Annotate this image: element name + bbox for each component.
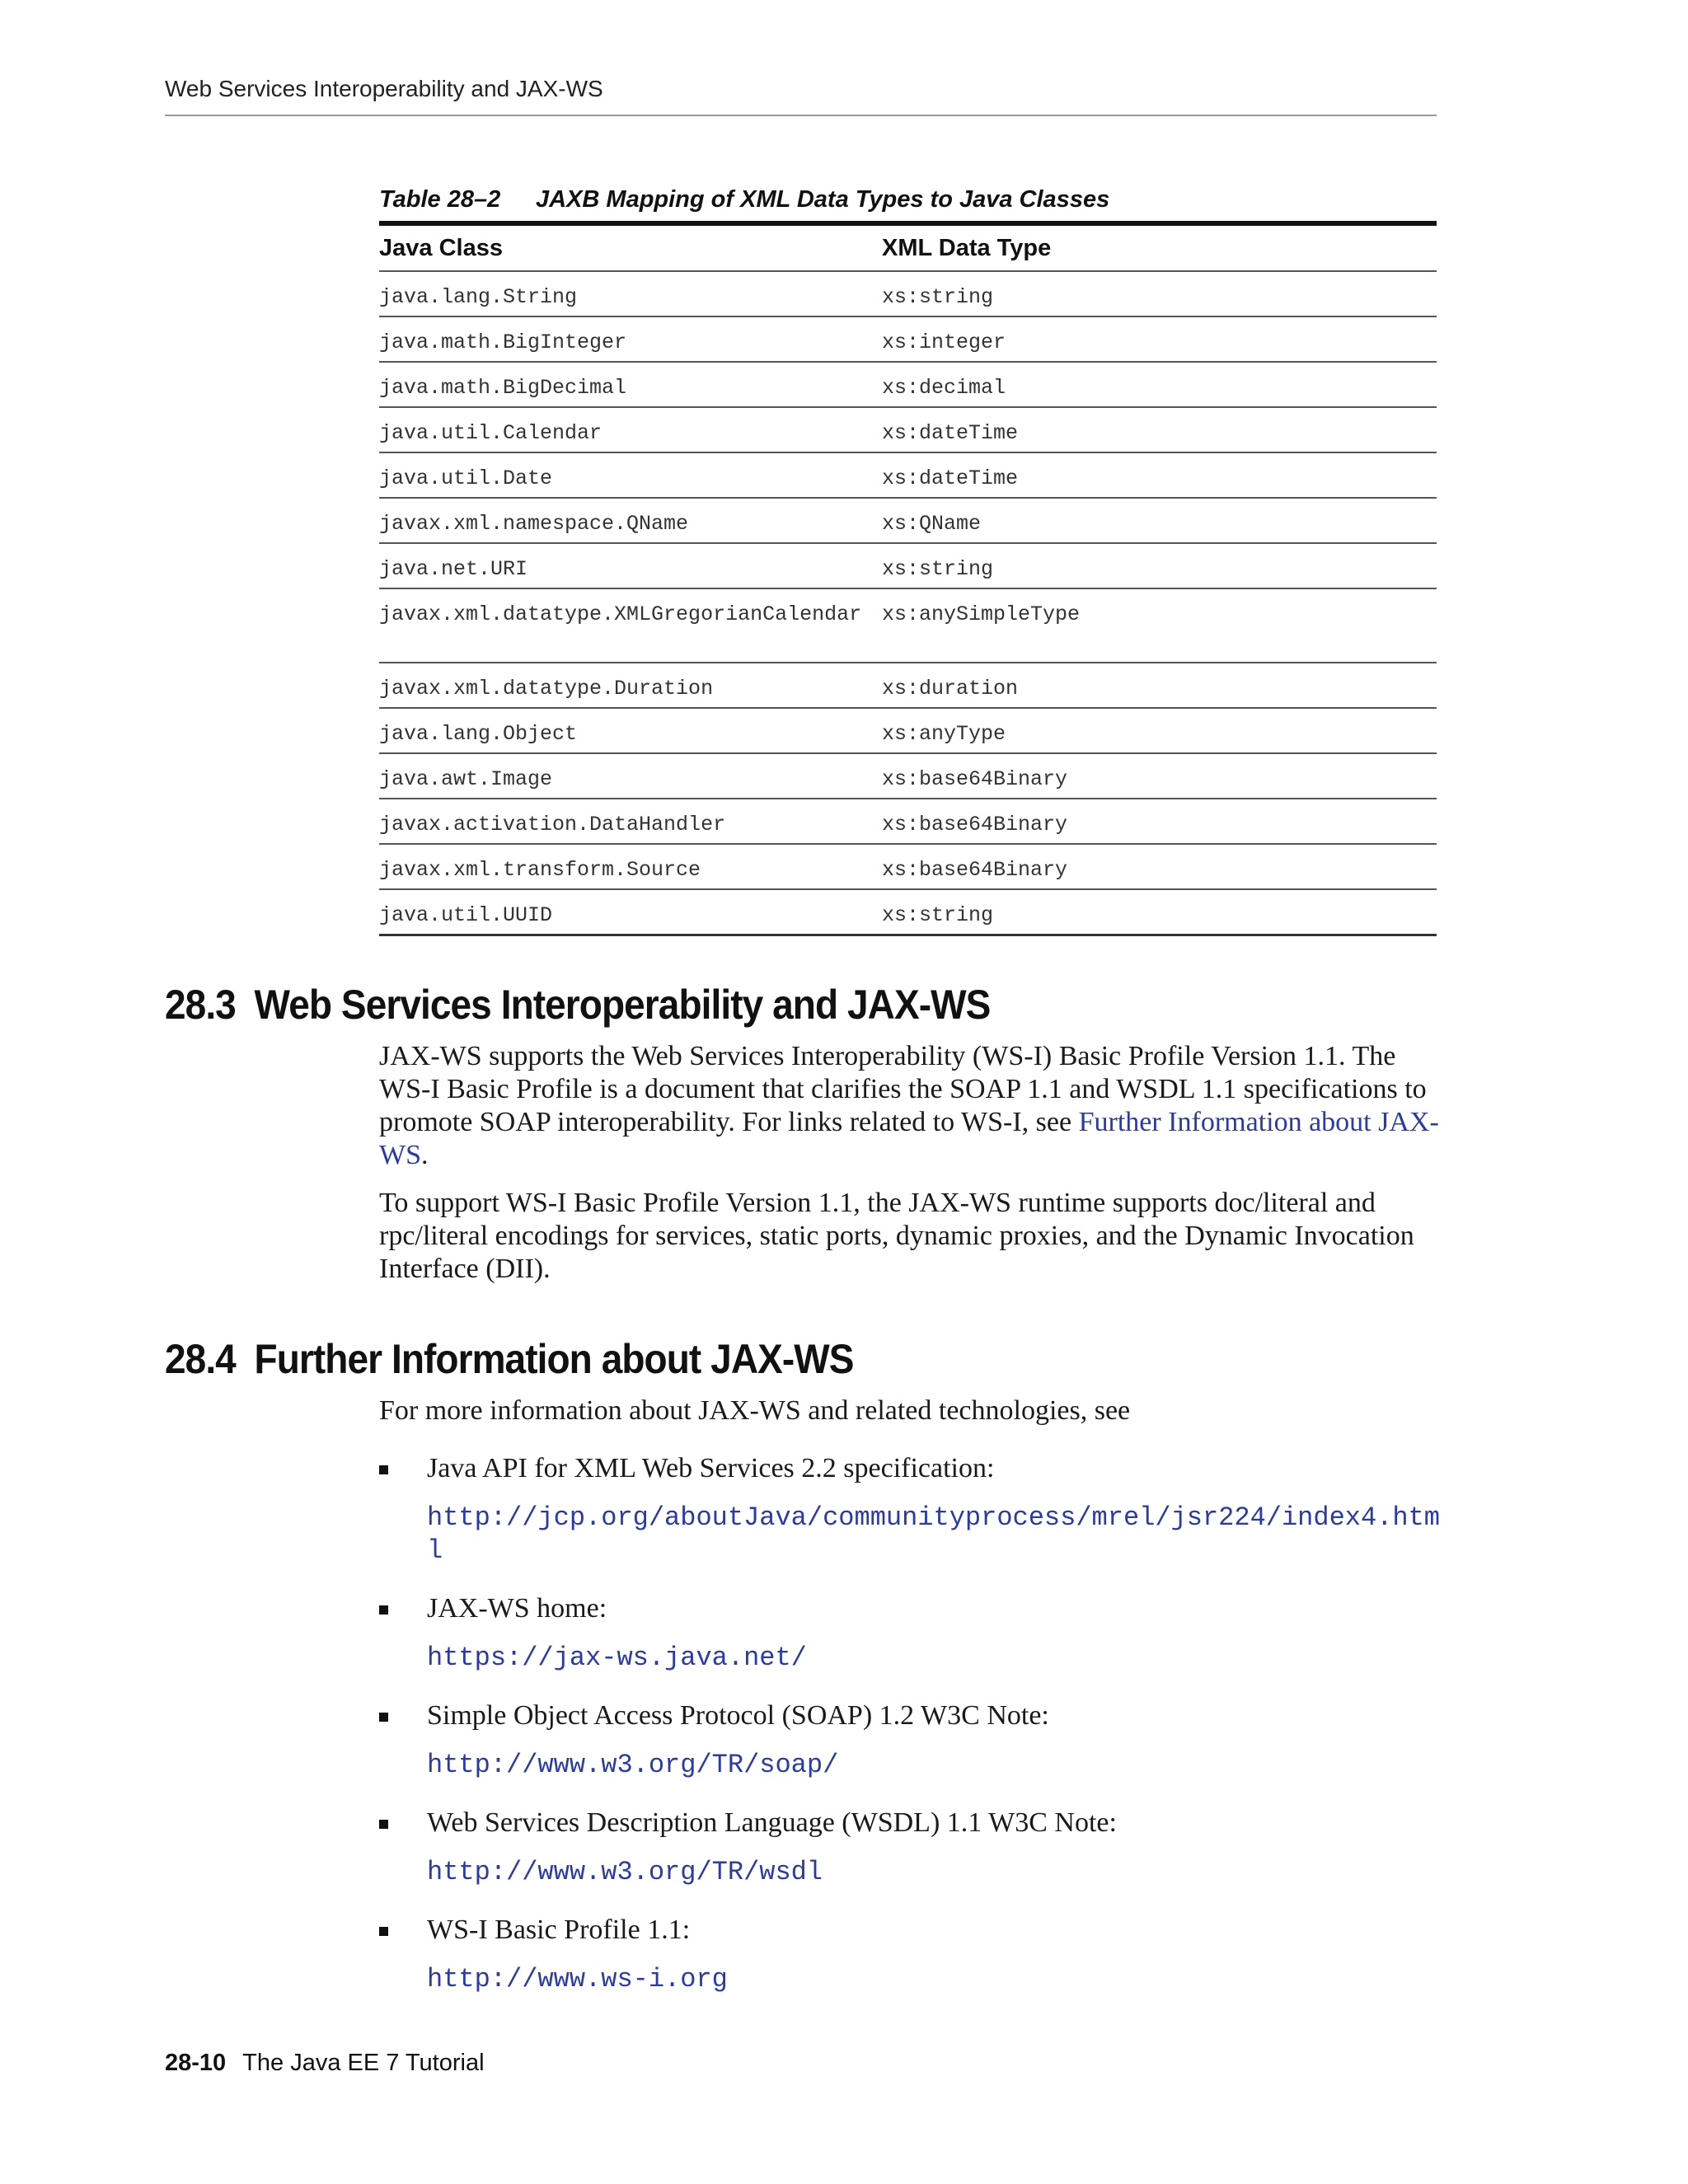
xml-type-cell: xs:QName bbox=[882, 498, 1437, 543]
java-class-cell: java.lang.Object bbox=[379, 708, 882, 753]
table-row bbox=[379, 316, 1437, 362]
paragraph-end: . bbox=[421, 1140, 429, 1170]
square-bullet-icon bbox=[379, 1465, 388, 1474]
table-row bbox=[379, 708, 1437, 753]
section-title: Web Services Interoperability and JAX-WS bbox=[254, 982, 991, 1028]
java-class-cell: javax.xml.datatype.XMLGregorianCalendar bbox=[379, 588, 882, 663]
xml-type-cell: xs:string bbox=[882, 271, 1437, 316]
java-class-cell: javax.xml.namespace.QName bbox=[379, 498, 882, 543]
table-row bbox=[379, 407, 1437, 452]
page-number: 28-10 bbox=[165, 2050, 227, 2076]
xml-type-cell: xs:string bbox=[882, 889, 1437, 935]
reference-url-link[interactable]: http://www.ws-i.org bbox=[427, 1964, 728, 1994]
running-header: Web Services Interoperability and JAX-WS bbox=[165, 76, 603, 101]
java-class-cell: java.net.URI bbox=[379, 543, 882, 588]
further-information-link[interactable]: Further Information about JAX-WS bbox=[379, 1107, 1439, 1170]
section-number: 28.4 bbox=[165, 1336, 236, 1382]
interoperability-paragraph-2: To support WS-I Basic Profile Version 1.1, the JAX-WS runtime supports doc/literal and rpc/literal encodings for services, static ports, dynamic proxies, and the Dynamic Invocation Interface (DII). bbox=[379, 1188, 1414, 1284]
table-row bbox=[379, 844, 1437, 889]
xml-type-cell: xs:decimal bbox=[882, 362, 1437, 407]
java-class-cell: javax.xml.datatype.Duration bbox=[379, 663, 882, 708]
list-item bbox=[379, 1452, 1451, 1568]
table-row bbox=[379, 543, 1437, 588]
interoperability-paragraph-1 bbox=[379, 1040, 1442, 1172]
xml-type-cell: xs:anyType bbox=[882, 708, 1437, 753]
java-class-cell: java.util.Date bbox=[379, 452, 882, 498]
table-row bbox=[379, 362, 1437, 407]
xml-type-cell: xs:base64Binary bbox=[882, 799, 1437, 844]
mapping-table bbox=[379, 226, 1437, 936]
mapping-table-block bbox=[379, 183, 1437, 936]
list-item bbox=[379, 1807, 1451, 1889]
further-information-intro: For more information about JAX-WS and related technologies, see bbox=[379, 1395, 1131, 1426]
book-title: The Java EE 7 Tutorial bbox=[242, 2050, 485, 2076]
square-bullet-icon bbox=[379, 1713, 388, 1722]
reference-url-link[interactable]: https://jax-ws.java.net/ bbox=[427, 1643, 807, 1673]
list-item bbox=[379, 1914, 1451, 1996]
list-item bbox=[379, 1699, 1451, 1782]
reference-url-link[interactable]: http://www.w3.org/TR/soap/ bbox=[427, 1750, 839, 1780]
square-bullet-icon bbox=[379, 1605, 388, 1615]
square-bullet-icon bbox=[379, 1820, 388, 1829]
list-item bbox=[379, 1592, 1451, 1675]
java-class-cell: java.util.UUID bbox=[379, 889, 882, 935]
section-title: Further Information about JAX-WS bbox=[254, 1336, 854, 1382]
table-caption bbox=[379, 183, 1437, 216]
java-class-cell: java.lang.String bbox=[379, 271, 882, 316]
list-item-label: WS-I Basic Profile 1.1: bbox=[427, 1915, 691, 1945]
section-heading-further-information bbox=[165, 1335, 854, 1383]
section-heading-interoperability bbox=[165, 981, 990, 1029]
table-row bbox=[379, 588, 1437, 663]
table-row bbox=[379, 498, 1437, 543]
page-footer bbox=[165, 2050, 485, 2077]
list-item-label: JAX-WS home: bbox=[427, 1593, 607, 1624]
table-caption-title: JAXB Mapping of XML Data Types to Java Classes bbox=[536, 186, 1110, 213]
reference-list bbox=[379, 1452, 1451, 2021]
table-row bbox=[379, 663, 1437, 708]
column-header-xml-data-type: XML Data Type bbox=[882, 226, 1437, 271]
xml-type-cell: xs:integer bbox=[882, 316, 1437, 362]
section-number: 28.3 bbox=[165, 982, 236, 1028]
table-row bbox=[379, 753, 1437, 799]
table-row bbox=[379, 452, 1437, 498]
table-row bbox=[379, 271, 1437, 316]
list-item-label: Simple Object Access Protocol (SOAP) 1.2 W3C Note: bbox=[427, 1700, 1049, 1731]
table-row bbox=[379, 799, 1437, 844]
xml-type-cell: xs:base64Binary bbox=[882, 753, 1437, 799]
java-class-cell: java.math.BigInteger bbox=[379, 316, 882, 362]
column-header-java-class: Java Class bbox=[379, 226, 882, 271]
table-header-row bbox=[379, 226, 1437, 271]
xml-type-cell: xs:dateTime bbox=[882, 452, 1437, 498]
java-class-cell: java.awt.Image bbox=[379, 753, 882, 799]
paragraph-text: JAX-WS supports the Web Services Interoperability (WS-I) Basic Profile Version 1.1. The WS-I Basic Profile is a document that clarifies the SOAP 1.1 and WSDL 1.1 specifications to promote SOAP interoperability. For links related to WS-I, see bbox=[379, 1041, 1427, 1137]
square-bullet-icon bbox=[379, 1927, 388, 1936]
xml-type-cell: xs:base64Binary bbox=[882, 844, 1437, 889]
table-row bbox=[379, 889, 1437, 935]
java-class-cell: javax.xml.transform.Source bbox=[379, 844, 882, 889]
reference-url-link[interactable]: http://jcp.org/aboutJava/communityprocess/mrel/jsr224/index4.html bbox=[427, 1502, 1440, 1566]
reference-url-link[interactable]: http://www.w3.org/TR/wsdl bbox=[427, 1857, 823, 1887]
java-class-cell: java.util.Calendar bbox=[379, 407, 882, 452]
list-item-label: Java API for XML Web Services 2.2 specification: bbox=[427, 1453, 995, 1483]
java-class-cell: javax.activation.DataHandler bbox=[379, 799, 882, 844]
xml-type-cell: xs:dateTime bbox=[882, 407, 1437, 452]
xml-type-cell: xs:duration bbox=[882, 663, 1437, 708]
header-rule bbox=[165, 115, 1437, 116]
list-item-label: Web Services Description Language (WSDL) 1.1 W3C Note: bbox=[427, 1807, 1117, 1838]
xml-type-cell: xs:anySimpleType bbox=[882, 588, 1437, 663]
java-class-cell: java.math.BigDecimal bbox=[379, 362, 882, 407]
xml-type-cell: xs:string bbox=[882, 543, 1437, 588]
table-caption-number: Table 28–2 bbox=[379, 186, 501, 213]
